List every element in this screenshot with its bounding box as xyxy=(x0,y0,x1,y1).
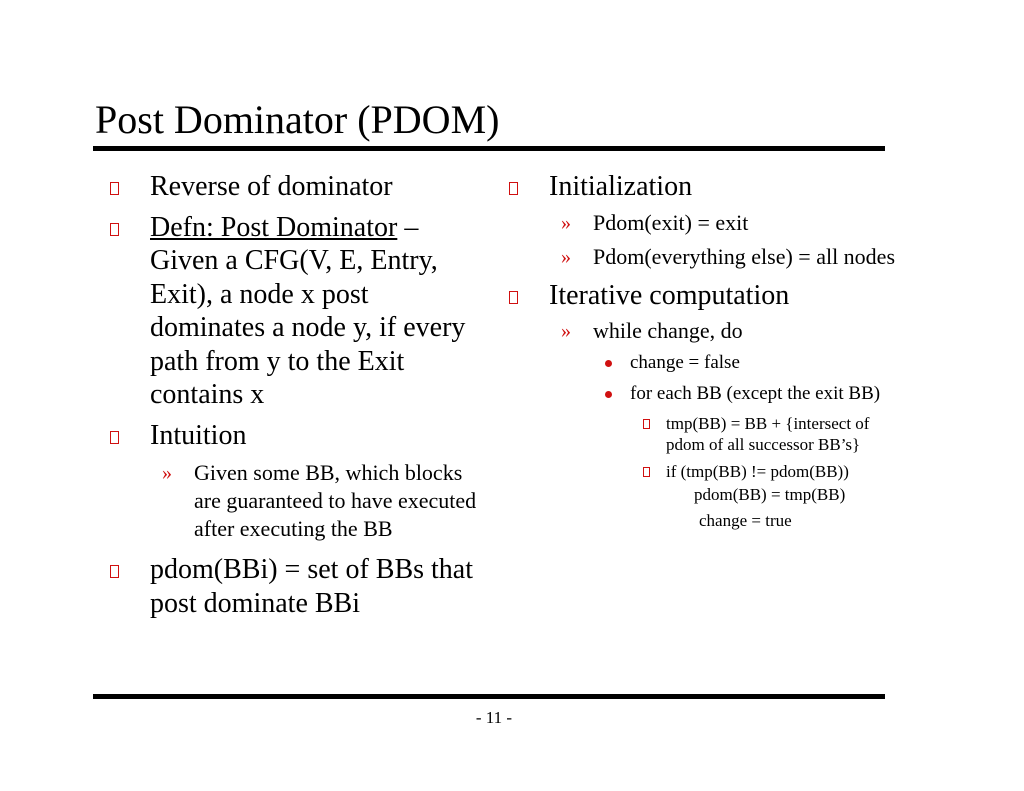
bullet-initialization xyxy=(509,170,909,204)
bullet-text: Iterative computation xyxy=(549,279,790,311)
bullet-text: Reverse of dominator xyxy=(150,171,393,202)
chevron-bullet-icon: » xyxy=(561,320,571,342)
bullet-text: Initialization xyxy=(549,171,693,202)
sub-bullet-intuition-detail xyxy=(110,459,490,543)
step-text: tmp(BB) = BB + {intersect of pdom of all successor BB’s} xyxy=(666,414,870,454)
step-if-tmp-differs xyxy=(509,461,909,482)
dot-bullet-icon xyxy=(605,360,612,367)
square-bullet-icon xyxy=(509,182,518,195)
bullet-iterative-computation xyxy=(509,279,909,313)
step-text: if (tmp(BB) != pdom(BB)) xyxy=(666,462,849,481)
sub-bullet-while-change xyxy=(509,317,909,345)
right-column xyxy=(509,170,909,532)
square-bullet-icon xyxy=(110,182,119,195)
chevron-bullet-icon: » xyxy=(561,211,571,234)
sub-bullet-text: Pdom(exit) = exit xyxy=(593,209,749,235)
bullet-definition xyxy=(110,211,490,412)
sub-bullet-text: Pdom(everything else) = all nodes xyxy=(593,243,896,269)
square-bullet-icon xyxy=(110,223,119,236)
step-tmp-bb xyxy=(509,413,909,455)
bullet-intuition xyxy=(110,419,490,453)
definition-text: – Given a CFG(V, E, Entry, Exit), a node x post dominates a node y, if every path from y to the Exit contains x xyxy=(150,211,466,410)
bullet-pdom-set xyxy=(110,553,490,620)
item-for-each-bb xyxy=(509,382,909,406)
slide-title: Post Dominator (PDOM) xyxy=(95,97,500,142)
page-number: - 11 - xyxy=(475,708,513,727)
step-set-change-true: change = true xyxy=(699,511,792,530)
bullet-text: pdom(BBi) = set of BBs that post dominate BBi xyxy=(150,554,474,619)
step-assign-pdom: pdom(BB) = tmp(BB) xyxy=(694,485,846,504)
sub-bullet-pdom-exit xyxy=(509,209,909,237)
square-bullet-icon xyxy=(509,291,518,304)
sub-bullet-text: while change, do xyxy=(593,318,743,343)
bullet-reverse-of-dominator xyxy=(110,170,490,204)
left-column xyxy=(110,170,490,627)
square-bullet-icon xyxy=(643,419,650,429)
item-change-false xyxy=(509,351,909,375)
definition-term: Defn: Post Dominator xyxy=(150,211,398,243)
footer-divider xyxy=(93,694,885,699)
chevron-bullet-icon: » xyxy=(162,462,172,484)
square-bullet-icon xyxy=(110,565,119,578)
title-divider xyxy=(93,146,885,151)
bullet-text: Intuition xyxy=(150,419,247,451)
sub-bullet-pdom-else xyxy=(509,243,909,271)
square-bullet-icon xyxy=(643,467,650,477)
chevron-bullet-icon: » xyxy=(561,245,571,268)
square-bullet-icon xyxy=(110,431,119,444)
item-text: change = false xyxy=(630,352,740,373)
dot-bullet-icon xyxy=(605,391,612,398)
item-text: for each BB (except the exit BB) xyxy=(630,383,881,404)
sub-bullet-text: Given some BB, which blocks are guaranteed to have executed after executing the BB xyxy=(194,460,477,541)
